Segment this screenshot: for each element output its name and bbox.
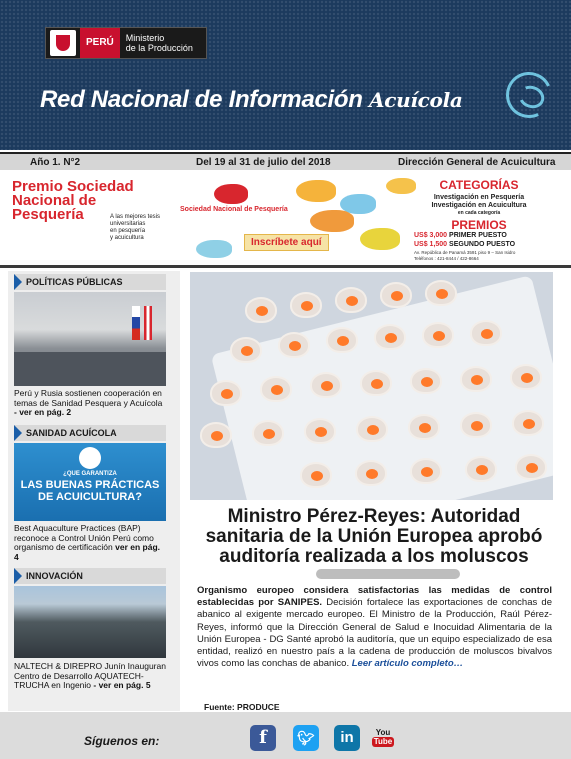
read-more-link[interactable]: Leer artículo completo… [351, 658, 464, 670]
category-item: Investigación en Pesquería [433, 194, 525, 201]
scallop [210, 380, 242, 406]
meeting-photo[interactable] [14, 292, 166, 386]
youtube-icon[interactable]: You Tube [373, 728, 393, 746]
sec2-caption[interactable]: Best Aquaculture Practices (BAP) reconoce a Control Unión Perú como organismo de certificación ver en pág. 4 [14, 523, 161, 562]
scallop [422, 322, 454, 348]
scallop [410, 458, 442, 484]
article-lede: Organismo europeo considera satisfactorias las medidas de control establecidas por SANIPES. [197, 585, 552, 609]
section-header-politicas[interactable]: POLÍTICAS PÚBLICAS [14, 274, 166, 290]
headline-underline [316, 569, 460, 579]
ministry-logo[interactable] [45, 27, 207, 59]
newsletter-title: Red Nacional de Información Acuícola [40, 86, 463, 113]
russia-flag-icon [132, 306, 140, 340]
scallop [260, 376, 292, 402]
prize-subtitle: A las mejores tesis universitarias en pesquería y acuicultura [110, 214, 161, 241]
fish-icon [310, 210, 354, 232]
scallop [510, 364, 542, 390]
scallop [512, 410, 544, 436]
ministry-name: Ministerio de la Producción [125, 33, 193, 53]
banner-phones: Teléfonos : 421-8444 / 422-8664 [414, 256, 479, 261]
scallop [200, 422, 232, 448]
arrow-icon [14, 568, 22, 584]
scallop [410, 368, 442, 394]
prize-second: US$ 1,500 SEGUNDO PUESTO [414, 241, 516, 248]
category-item: Investigación en Acuicultura [431, 202, 527, 209]
banner-address: Av. República de Panamá 3591 piso 9 – San Isidro [414, 250, 516, 255]
meeting-table [14, 352, 166, 386]
linkedin-icon[interactable]: in [334, 725, 360, 751]
article-headline[interactable]: Ministro Pérez-Reyes: Autoridad sanitaria de la Unión Europea aprobó auditoría realizada a los moluscos [205, 506, 543, 567]
facebook-icon[interactable]: f [250, 725, 276, 751]
scallop [408, 414, 440, 440]
fish-icon [360, 228, 400, 250]
prizes-title: PREMIOS [451, 218, 507, 232]
section-header-innovacion[interactable]: INNOVACIÓN [14, 568, 166, 584]
register-button[interactable]: Inscríbete aquí [244, 234, 329, 251]
bap-graphic[interactable]: ¿QUE GARANTIZA LAS BUENAS PRÁCTICAS DE ACUICULTURA? [14, 443, 166, 521]
follow-label: Síguenos en: [84, 734, 160, 748]
scallop [300, 462, 332, 488]
prize-title: Premio Sociedad Nacional de Pesquería [12, 178, 134, 223]
fish-icon [196, 240, 232, 258]
scallop [355, 460, 387, 486]
scallops-photo[interactable] [190, 272, 553, 500]
scallop [380, 282, 412, 308]
scallop [470, 320, 502, 346]
arrow-icon [14, 425, 22, 441]
scallop [460, 366, 492, 392]
peru-flag-icon [144, 306, 152, 340]
sec3-caption[interactable]: NALTECH & DIREPRO Junín Inauguran Centro de Desarrollo AQUATECH-TRUCHA en Ingenio - ver en pág. 5 [14, 661, 166, 690]
scallop [278, 332, 310, 358]
fish-icon [296, 180, 336, 202]
category-note: en cada categoría [457, 210, 501, 216]
fish-logo-icon [500, 66, 559, 125]
snp-name: Sociedad Nacional de Pesquería [180, 206, 288, 213]
scallop [326, 327, 358, 353]
scallop [360, 370, 392, 396]
scallop [310, 372, 342, 398]
scallop [304, 418, 336, 444]
prize-banner[interactable] [0, 172, 571, 264]
sec1-caption[interactable]: Perú y Rusia sostienen cooperación en temas de Sanidad Pesquera y Acuícola - ver en pág. 2 [14, 388, 163, 417]
twitter-icon[interactable]: 🐦︎ [293, 725, 319, 751]
article-text: Decisión fortalece las exportaciones de conchas de abanico al exigente mercado europeo. El Ministro de la Producción, Raúl Pérez-Reyes, informó que la Dirección General de Salud e Inocuidad Alimentaria de la Unión Europea - DG Santé aprobó la auditoría, que un equipo especializado de esa entidad, realizó en nuestro país a la cadena de producción de moluscos bivalvos vivos como las conchas de abanico. [197, 597, 552, 670]
issue-bar [0, 152, 571, 170]
issue-dates: Del 19 al 31 de julio del 2018 [196, 156, 331, 168]
scallop [374, 324, 406, 350]
scallop [425, 280, 457, 306]
bap-logo-icon [79, 447, 101, 469]
scallop [465, 456, 497, 482]
scallop [356, 416, 388, 442]
scallop [460, 412, 492, 438]
scallop [290, 292, 322, 318]
categories-title: CATEGORÍAS [439, 178, 519, 192]
scallop [252, 420, 284, 446]
prize-first: US$ 3,000 PRIMER PUESTO [414, 232, 507, 239]
snp-fish-logo-icon [214, 184, 248, 204]
issue-number: Año 1. N°2 [30, 156, 81, 168]
arrow-icon [14, 274, 22, 290]
section-divider [0, 265, 571, 268]
scallop [245, 297, 277, 323]
section-header-sanidad[interactable]: SANIDAD ACUÍCOLA [14, 425, 166, 441]
article-source: Fuente: PRODUCE [204, 702, 280, 712]
scallop [230, 337, 262, 363]
scallop [515, 454, 547, 480]
issuing-office: Dirección General de Acuicultura [398, 156, 556, 168]
scallop [335, 287, 367, 313]
masthead [0, 0, 571, 150]
peru-tag: PERÚ [80, 28, 120, 58]
group-photo[interactable] [14, 586, 166, 658]
coat-of-arms-icon [50, 30, 76, 56]
article-body [197, 585, 552, 670]
